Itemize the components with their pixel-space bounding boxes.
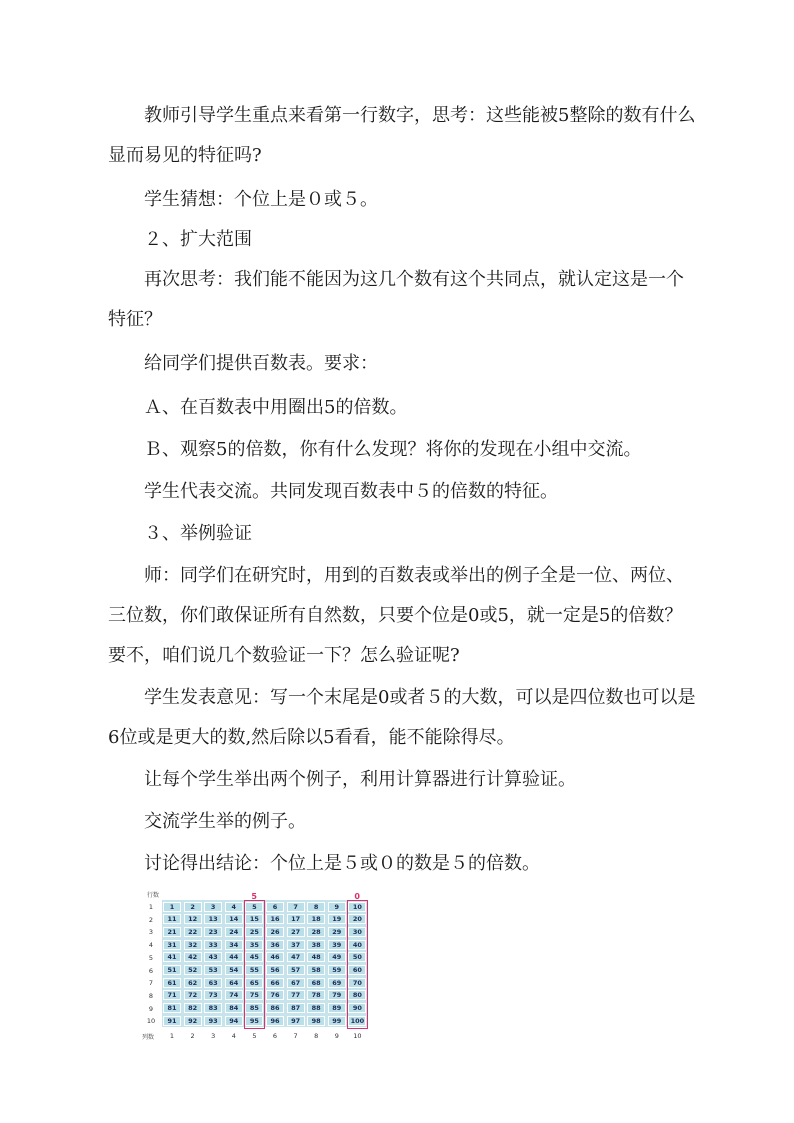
grid-cell: 90	[348, 1003, 366, 1013]
grid-cell: 73	[204, 990, 222, 1000]
column-label: 6	[272, 1032, 278, 1040]
grid-cell: 44	[225, 952, 243, 962]
paragraph: 学生发表意见：写一个末尾是0或者５的大数，可以是四位数也可以是6位或是更大的数,然后除以5看看，能不能除得尽。	[108, 687, 696, 748]
grid-cell: 8	[307, 902, 325, 912]
grid-cell: 99	[328, 1016, 346, 1026]
grid-cell: 10	[348, 902, 366, 912]
paragraph: Ｂ、观察5的倍数，你有什么发现？将你的发现在小组中交流。	[108, 439, 642, 460]
paragraph: 师：同学们在研究时，用到的百数表或举出的例子全是一位、两位、三位数，你们敢保证所有自然数，只要个位是0或5，就一定是5的倍数？要不，咱们说几个数验证一下？怎么验证呢?	[108, 565, 684, 666]
column-label: 8	[314, 1032, 319, 1040]
grid-cell: 43	[204, 952, 222, 962]
grid-cell: 4	[225, 902, 243, 912]
paragraph: 让每个学生举出两个例子，利用计算器进行计算验证。	[108, 769, 576, 790]
row-label: 9	[148, 1004, 154, 1013]
grid-cell: 61	[163, 978, 181, 988]
col-axis-title: 列数	[142, 1034, 155, 1041]
grid-cell: 37	[287, 940, 305, 950]
grid-cell: 57	[287, 965, 305, 975]
paragraph: 学生猜想：个位上是０或５。	[108, 189, 378, 210]
grid-cell: 98	[307, 1016, 325, 1026]
grid-cell: 2	[184, 902, 202, 912]
paragraph: 讨论得出结论：个位上是５或０的数是５的倍数。	[108, 853, 540, 874]
column-label: 5	[252, 1032, 257, 1040]
grid-cell: 42	[184, 952, 202, 962]
paragraph: 再次思考：我们能不能因为这几个数有这个共同点，就认定这是一个特征？	[108, 269, 684, 330]
grid-cell: 67	[287, 978, 305, 988]
grid-cell: 51	[163, 965, 181, 975]
hundred-chart-grid	[162, 900, 368, 1027]
grid-cell: 22	[184, 927, 202, 937]
grid-cell: 17	[287, 914, 305, 924]
grid-cell: 5	[245, 902, 263, 912]
grid-cell: 54	[225, 965, 243, 975]
paragraph: 教师引导学生重点来看第一行数字，思考：这些能被5整除的数有什么显而易见的特征吗?	[108, 105, 696, 166]
grid-cell: 6	[266, 902, 284, 912]
grid-cell: 23	[204, 927, 222, 937]
row-axis-title: 行数	[147, 892, 160, 899]
grid-cell: 96	[266, 1016, 284, 1026]
grid-cell: 94	[225, 1016, 243, 1026]
column-label: 10	[353, 1032, 362, 1040]
grid-cell: 83	[204, 1003, 222, 1013]
highlight-label: 0	[354, 892, 360, 901]
grid-cell: 52	[184, 965, 202, 975]
grid-cell: 15	[245, 914, 263, 924]
highlight-label: 5	[251, 892, 257, 901]
grid-cell: 30	[348, 927, 366, 937]
grid-cell: 16	[266, 914, 284, 924]
grid-cell: 9	[328, 902, 346, 912]
row-label: 8	[148, 991, 154, 1000]
grid-cell: 49	[328, 952, 346, 962]
column-label: 3	[211, 1032, 216, 1040]
grid-cell: 87	[287, 1003, 305, 1013]
grid-cell: 71	[163, 990, 181, 1000]
grid-cell: 89	[328, 1003, 346, 1013]
grid-cell: 68	[307, 978, 325, 988]
column-label: 7	[293, 1032, 298, 1040]
column-label: 9	[334, 1032, 339, 1040]
grid-cell: 32	[184, 940, 202, 950]
grid-cell: 25	[245, 927, 263, 937]
grid-cell: 95	[245, 1016, 263, 1026]
grid-cell: 18	[307, 914, 325, 924]
row-label: 3	[148, 928, 154, 937]
grid-cell: 97	[287, 1016, 305, 1026]
grid-cell: 26	[266, 927, 284, 937]
paragraph: 学生代表交流。共同发现百数表中５的倍数的特征。	[108, 481, 558, 502]
grid-cell: 76	[266, 990, 284, 1000]
grid-cell: 48	[307, 952, 325, 962]
grid-cell: 38	[307, 940, 325, 950]
grid-cell: 47	[287, 952, 305, 962]
grid-cell: 59	[328, 965, 346, 975]
grid-cell: 20	[348, 914, 366, 924]
highlight-column-10	[347, 900, 368, 1029]
grid-cell: 91	[163, 1016, 181, 1026]
paragraph: Ａ、在百数表中用圈出5的倍数。	[108, 397, 408, 418]
grid-cell: 27	[287, 927, 305, 937]
paragraph: 交流学生举的例子。	[108, 811, 306, 832]
row-label: 2	[148, 915, 154, 924]
grid-cell: 14	[225, 914, 243, 924]
highlight-column-5	[244, 900, 265, 1029]
grid-cell: 63	[204, 978, 222, 988]
column-label: 4	[231, 1032, 236, 1040]
grid-cell: 92	[184, 1016, 202, 1026]
grid-cell: 21	[163, 927, 181, 937]
grid-cell: 93	[204, 1016, 222, 1026]
grid-cell: 46	[266, 952, 284, 962]
grid-cell: 24	[225, 927, 243, 937]
grid-cell: 31	[163, 940, 181, 950]
grid-cell: 56	[266, 965, 284, 975]
column-label: 1	[169, 1032, 175, 1040]
grid-cell: 13	[204, 914, 222, 924]
grid-cell: 34	[225, 940, 243, 950]
grid-cell: 41	[163, 952, 181, 962]
grid-cell: 66	[266, 978, 284, 988]
grid-cell: 40	[348, 940, 366, 950]
grid-cell: 78	[307, 990, 325, 1000]
grid-cell: 77	[287, 990, 305, 1000]
grid-cell: 81	[163, 1003, 181, 1013]
hundred-chart-figure	[142, 888, 374, 1048]
grid-cell: 88	[307, 1003, 325, 1013]
grid-cell: 100	[348, 1016, 366, 1026]
section-heading: ３、举例验证	[108, 523, 252, 544]
grid-cell: 74	[225, 990, 243, 1000]
grid-cell: 86	[266, 1003, 284, 1013]
grid-cell: 55	[245, 965, 263, 975]
grid-cell: 45	[245, 952, 263, 962]
grid-cell: 62	[184, 978, 202, 988]
row-label: 6	[148, 966, 154, 975]
grid-cell: 11	[163, 914, 181, 924]
grid-cell: 72	[184, 990, 202, 1000]
grid-cell: 80	[348, 990, 366, 1000]
grid-cell: 35	[245, 940, 263, 950]
section-heading: ２、扩大范围	[108, 229, 252, 250]
grid-cell: 65	[245, 978, 263, 988]
grid-cell: 3	[204, 902, 222, 912]
grid-cell: 82	[184, 1003, 202, 1013]
grid-cell: 36	[266, 940, 284, 950]
row-label: 4	[148, 941, 154, 950]
grid-cell: 33	[204, 940, 222, 950]
grid-cell: 79	[328, 990, 346, 1000]
grid-cell: 64	[225, 978, 243, 988]
grid-cell: 7	[287, 902, 305, 912]
grid-cell: 19	[328, 914, 346, 924]
row-label: 5	[148, 953, 154, 962]
grid-cell: 58	[307, 965, 325, 975]
row-label: 7	[148, 979, 154, 988]
grid-cell: 29	[328, 927, 346, 937]
grid-cell: 75	[245, 990, 263, 1000]
grid-cell: 70	[348, 978, 366, 988]
grid-cell: 84	[225, 1003, 243, 1013]
grid-cell: 39	[328, 940, 346, 950]
column-label: 2	[190, 1032, 195, 1040]
grid-cell: 60	[348, 965, 366, 975]
grid-cell: 53	[204, 965, 222, 975]
grid-cell: 50	[348, 952, 366, 962]
row-label: 10	[146, 1017, 156, 1026]
grid-cell: 12	[184, 914, 202, 924]
grid-cell: 28	[307, 927, 325, 937]
grid-cell: 85	[245, 1003, 263, 1013]
grid-cell: 1	[163, 902, 181, 912]
paragraph: 给同学们提供百数表。要求：	[108, 353, 378, 374]
row-label: 1	[148, 903, 154, 911]
grid-cell: 69	[328, 978, 346, 988]
